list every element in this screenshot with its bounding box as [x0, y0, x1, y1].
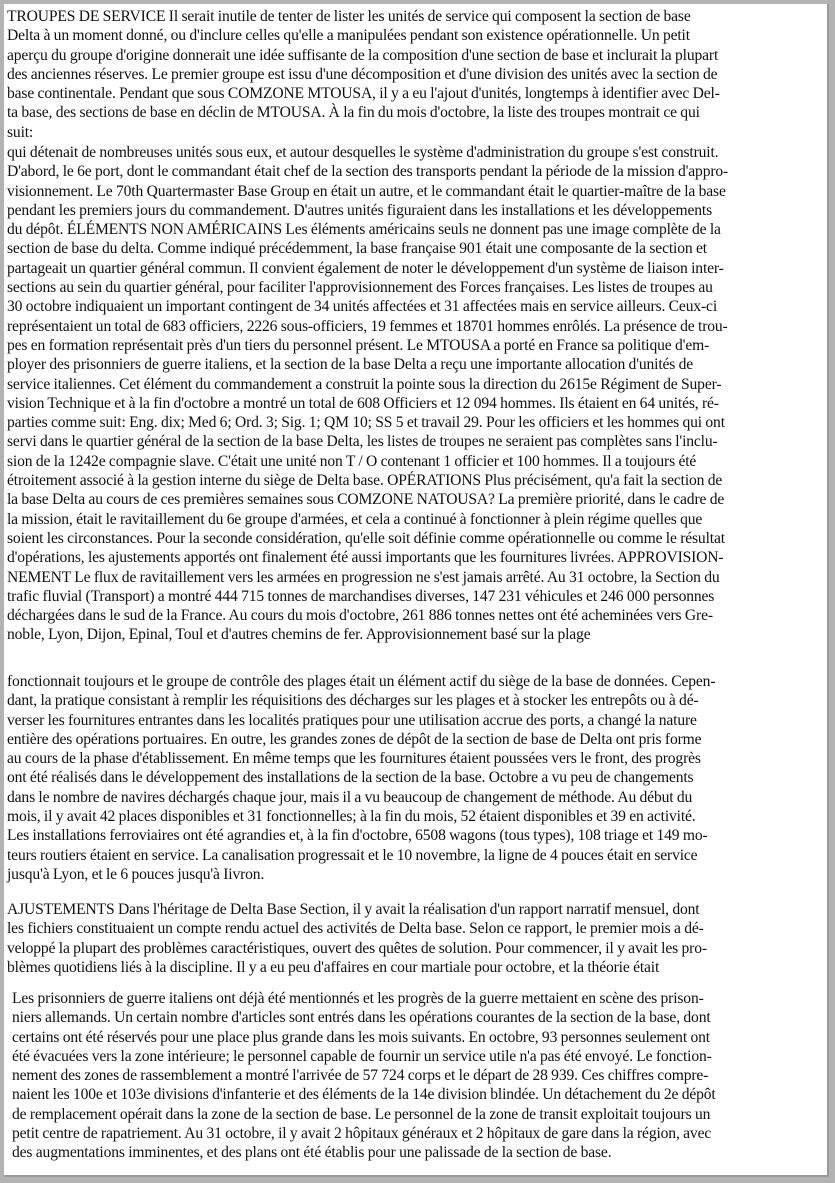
text-line: soient les circonstances. Pour la seconde considération, qu'elle soit définie comme opérationnelle ou comme le résultat [7, 529, 725, 547]
text-line: Delta à un moment donné, ou d'inclure celles qu'elle a manipulées pendant son existence opérationnelle. Un petit [7, 27, 690, 45]
text-line: niers allemands. Un certain nombre d'articles sont entrés dans les opérations courantes de la section de la base, dont [12, 1009, 711, 1027]
text-line: des anciennes réserves. Le premier groupe est issu d'une décomposition et d'une division des unités avec la section de [7, 65, 718, 83]
text-line: la base Delta au cours de ces premières semaines sous COMZONE NATOUSA? La première priorité, dans le cadre de [7, 491, 725, 509]
text-line: pendant les premiers jours du commandement. D'autres unités figuraient dans les installations et les développements [7, 201, 712, 219]
text-line: Les prisonniers de guerre italiens ont déjà été mentionnés et les progrès de la guerre mettaient en scène des prison- [12, 990, 704, 1007]
text-block-troupes-de-service [7, 7, 720, 142]
text-line: été évacuées vers la zone intérieure; le personnel capable de fournir un service utile n'a pas été envoyé. Le fonction- [12, 1047, 712, 1065]
text-line: étroitement associé à la gestion interne du siège de Delta base. OPÉRATIONS Plus précisément, qu'a fait la section de [7, 472, 723, 490]
text-line: verser les fournitures entrantes dans les localités pratiques pour une utilisation accrue des ports, a changé la nature [7, 711, 697, 729]
text-line: sections au sein du quartier général, pour faciliter l'approvisionnement des Forces françaises. Les listes de troupes au [7, 279, 713, 297]
text-line: aperçu du groupe d'origine donnerait une idée suffisante de la composition d'une section de base et inclurait la plupart [7, 46, 719, 64]
text-line: parties comme suit: Eng. dix; Med 6; Ord. 3; Sig. 1; QM 10; SS 5 et travail 29. Pour les officiers et les hommes qui ont [7, 414, 725, 432]
text-line: nement des zones de rassemblement a montré l'arrivée de 57 724 corps et le départ de 28 939. Ces chiffres compre- [12, 1067, 709, 1085]
text-line: ta base, des sections de base en déclin de MTOUSA. À la fin du mois d'octobre, la liste des troupes montrait ce qui [7, 104, 700, 122]
text-line: partageait un quartier général commun. Il convient également de noter le développement d'un système de liaison inter- [7, 259, 724, 277]
text-line: naient les 100e et 103e divisions d'infanterie et des éléments de la 14e division blindée. Un détachement du 2e dépôt [12, 1086, 716, 1104]
text-line: d'opérations, les ajustements apportés ont finalement été aussi importants que les fournitures livrées. APPROVISION- [7, 549, 724, 567]
text-line: la mission, était le ravitaillement du 6e groupe d'armées, et cela a continué à fonctionner à plein régime quelles que [7, 510, 703, 528]
text-line: vision Technique et à la fin d'octobre a montré un total de 608 Officiers et 12 094 hommes. Ils étaient en 64 unités, ré- [7, 394, 719, 412]
text-line: mois, il y avait 42 places disponibles et 31 fonctionnelles; à la fin du mois, 52 étaient disponibles et 39 en activité. [7, 808, 696, 826]
text-line: fonctionnait toujours et le groupe de contrôle des plages était un élément actif du siège de la base de données. Cepen- [7, 673, 716, 690]
text-line: petit centre de rapatriement. Au 31 octobre, il y avait 2 hôpitaux généraux et 2 hôpitaux de gare dans la région, avec [12, 1125, 712, 1143]
text-line: servi dans le quartier général de la section de la base Delta, les listes de troupes ne seraient pas complètes sans l'inclu- [7, 433, 718, 451]
text-line: ont été réalisés dans le développement des installations de la section de la base. Octobre a vu peu de changements [7, 769, 694, 787]
text-line: déchargées dans le sud de la France. Au cours du mois d'octobre, 261 886 tonnes nettes ont été acheminées vers Gre- [7, 607, 713, 625]
text-line: trafic fluvial (Transport) a montré 444 715 tonnes de marchandises diverses, 147 231 véhicules et 246 000 personnes [7, 587, 715, 605]
text-line: D'abord, le 6e port, dont le commandant était chef de la section des transports pendant la période de la mission d'appro- [7, 163, 729, 181]
text-line: dant, la pratique consistant à remplir les réquisitions des décharges sur les plages et à stocker les entrepôts ou à dé- [7, 692, 699, 710]
text-block-prisonniers [12, 989, 716, 1163]
document-page [4, 4, 829, 1177]
text-line: ployer des prisonniers de guerre italiens, et la section de la base Delta a reçu une importante allocation d'unités de [7, 356, 694, 374]
text-line: jusqu'à Lyon, et le 6 pouces jusqu'à Iivron. [7, 865, 265, 883]
text-line: section de base du delta. Comme indiqué précédemment, la base française 901 était une composante de la section et [7, 240, 707, 258]
text-line: AJUSTEMENTS Dans l'héritage de Delta Base Section, il y avait la réalisation d'un rapport narratif mensuel, dont [7, 901, 700, 918]
text-line: au cours de la phase d'établissement. En même temps que les fournitures étaient poussées vers le front, des progrès [7, 750, 701, 768]
text-line: NEMENT Le flux de ravitaillement vers les armées en progression ne s'est jamais arrêté. Au 31 octobre, la Section du [7, 568, 720, 586]
text-block-plages [7, 672, 715, 884]
text-line: blèmes quotidiens liés à la discipline. Il y a eu peu d'affaires en cour martiale pour octobre, et la théorie était [7, 958, 660, 976]
text-line: dans le nombre de navires déchargés chaque jour, mais il a vu beaucoup de changement de méthode. Au début du [7, 788, 693, 806]
text-line: 30 octobre indiquaient un important contingent de 34 unités affectées et 31 affectées mais en service ailleurs. Ceux-ci [7, 298, 717, 316]
text-line: des augmentations imminentes, et des plans ont été établis pour une palissade de la section de base. [12, 1144, 612, 1162]
text-line: sion de la 1242e compagnie slave. C'était une unité non T / O contenant 1 officier et 100 hommes. Il a toujours été [7, 452, 697, 470]
text-line: TROUPES DE SERVICE Il serait inutile de tenter de lister les unités de service qui composent la section de base [7, 8, 691, 25]
text-line: entière des opérations portuaires. En outre, les grandes zones de dépôt de la section de base de Delta ont pris forme [7, 730, 702, 748]
text-line: qui détenait de nombreuses unités sous eux, et autour desquelles le système d'administration du groupe s'est construit. [7, 144, 719, 161]
text-line: Les installations ferroviaires ont été agrandies et, à la fin d'octobre, 6508 wagons (tous types), 108 triage et 149 mo- [7, 827, 708, 845]
text-line: les fichiers constituaient un compte rendu actuel des activités de Delta base. Selon ce rapport, le premier mois a dé- [7, 920, 704, 938]
text-line: pes en formation représentait près d'un tiers du personnel présent. Le MTOUSA a porté en France sa politique d'em- [7, 336, 710, 354]
text-line: visionnement. Le 70th Quartermaster Base Group en était un autre, et le commandant était le quartier-maître de la base [7, 182, 726, 200]
text-line: de remplacement opérait dans la zone de la section de base. Le personnel de la zone de transit exploitait toujours un [12, 1105, 711, 1123]
text-line: veloppé la plupart des problèmes caractéristiques, ouvert des quêtes de solution. Pour commencer, il y avait les pro- [7, 939, 707, 957]
text-line: du dépôt. ÉLÉMENTS NON AMÉRICAINS Les éléments américains seuls ne donnent pas une image complète de la [7, 221, 721, 239]
text-line: certains ont été réservés pour une place plus grande dans les mois suivants. En octobre, 93 personnes seulement ont [12, 1028, 710, 1046]
text-line: teurs routiers étaient en service. La canalisation progressait et le 10 novembre, la ligne de 4 pouces était en service [7, 846, 698, 864]
text-line: représentaient un total de 683 officiers, 2226 sous-officiers, 19 femmes et 18701 hommes enrôlés. La présence de trou- [7, 317, 728, 335]
text-block-elements-operations [7, 143, 728, 645]
text-line: service italiennes. Cet élément du commandement a construit la pointe sous la direction du 2615e Régiment de Super- [7, 375, 722, 393]
text-block-ajustements [7, 900, 707, 977]
text-line: noble, Lyon, Dijon, Epinal, Toul et d'autres chemins de fer. Approvisionnement basé sur la plage [7, 626, 591, 644]
text-line: suit: [7, 123, 34, 141]
text-line: base continentale. Pendant que sous COMZONE MTOUSA, il y a eu l'ajout d'unités, longtemps à identifier avec Del- [7, 85, 720, 103]
